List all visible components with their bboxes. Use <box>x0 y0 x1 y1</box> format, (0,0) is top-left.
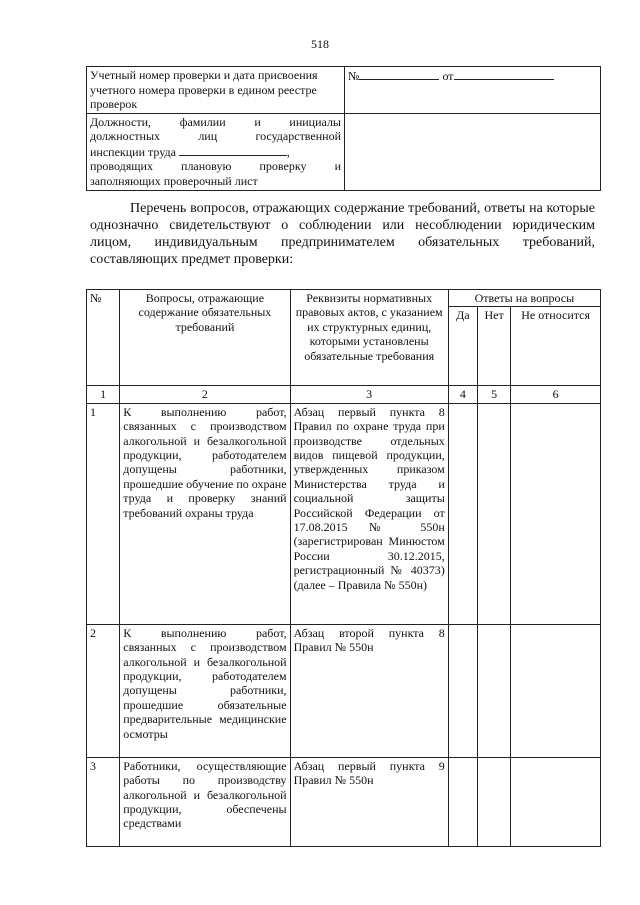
column-number: 6 <box>511 386 601 403</box>
answer-na-cell[interactable] <box>511 403 601 624</box>
answer-yes-cell[interactable] <box>448 403 477 624</box>
answer-yes-cell[interactable] <box>448 624 477 757</box>
table-row <box>87 624 601 757</box>
inspectors-value <box>345 113 601 190</box>
column-number: 3 <box>290 386 448 403</box>
inspection-number-label: Учетный номер проверки и дата присвоения учетного номера проверки в едином реестре проверок <box>87 67 345 114</box>
header-requisites: Реквизиты нормативных правовых актов, с указанием их структурных единиц, которыми установлены обязательные требования <box>290 290 448 386</box>
row-question: К выполнению работ, связанных с производством алкогольной и безалкогольной продукции, работодателем допущены работники, прошедшие обучение по охране труда и проверку знаний требований охраны труда <box>120 403 290 624</box>
answer-no-cell[interactable] <box>478 403 511 624</box>
number-blank <box>359 68 439 80</box>
header-num: № <box>87 290 120 386</box>
row-num: 3 <box>87 757 120 846</box>
inspection-header-table <box>86 66 601 191</box>
inspectors-label-line-4: проводящих плановую проверку и <box>90 159 341 173</box>
header-yes: Да <box>448 307 477 386</box>
checklist-heading: Перечень вопросов, отражающих содержание требований, ответы на которые однозначно свидетельствуют о соблюдении или несоблюдении юридическим лицом, индивидуальным предпринимателем обязательных требований, составляющих предмет проверки: <box>90 201 595 267</box>
answer-no-cell[interactable] <box>478 757 511 846</box>
answer-no-cell[interactable] <box>478 624 511 757</box>
date-blank <box>454 68 554 80</box>
date-prefix: от <box>442 69 454 83</box>
inspectors-label <box>87 113 345 190</box>
inspectorate-blank <box>179 144 287 156</box>
page-number: 518 <box>311 37 329 51</box>
inspectors-label-line-3: инспекции труда , <box>90 144 290 159</box>
answer-na-cell[interactable] <box>511 624 601 757</box>
row-question: К выполнению работ, связанных с производством алкогольной и безалкогольной продукции, работодателем допущены работники, прошедшие обязательные предварительные медицинские осмотры <box>120 624 290 757</box>
column-number: 5 <box>478 386 511 403</box>
inspectors-label-line-2: должностных лиц государственной <box>90 129 341 143</box>
inspectors-row <box>87 113 601 190</box>
header-answers: Ответы на вопросы <box>448 290 600 307</box>
row-question: Работники, осуществляющие работы по производству алкогольной и безалкогольной продукции, обеспечены средствами <box>120 757 290 846</box>
answer-na-cell[interactable] <box>511 757 601 846</box>
inspectors-label-line-5: заполняющих проверочный лист <box>90 173 258 188</box>
answer-yes-cell[interactable] <box>448 757 477 846</box>
checklist-table <box>86 289 601 847</box>
header-no: Нет <box>478 307 511 386</box>
row-requisite: Абзац второй пункта 8 Правил № 550н <box>290 624 448 757</box>
column-number: 2 <box>120 386 290 403</box>
number-sign: № <box>348 69 360 83</box>
checklist-header-row <box>87 290 601 307</box>
inspectors-label-line-1: Должности, фамилии и инициалы <box>90 114 341 129</box>
column-number: 4 <box>448 386 477 403</box>
inspection-number-value <box>345 67 601 114</box>
header-questions: Вопросы, отражающие содержание обязательных требований <box>120 290 290 386</box>
table-row <box>87 757 601 846</box>
column-number: 1 <box>87 386 120 403</box>
table-row <box>87 403 601 624</box>
column-numbers-row <box>87 386 601 403</box>
row-num: 1 <box>87 403 120 624</box>
row-requisite: Абзац первый пункта 9 Правил № 550н <box>290 757 448 846</box>
row-requisite: Абзац первый пункта 8 Правил по охране труда при производстве отдельных видов пищевой продукции, утвержденных приказом Министерства труда и социальной защиты Российской Федерации от 17.08.2015 № 550н (зарегистрирован Минюстом России 30.12.2015, регистрационный № 40373) (далее – Правила № 550н) <box>290 403 448 624</box>
row-num: 2 <box>87 624 120 757</box>
header-na: Не относится <box>511 307 601 386</box>
inspection-number-row <box>87 67 601 114</box>
